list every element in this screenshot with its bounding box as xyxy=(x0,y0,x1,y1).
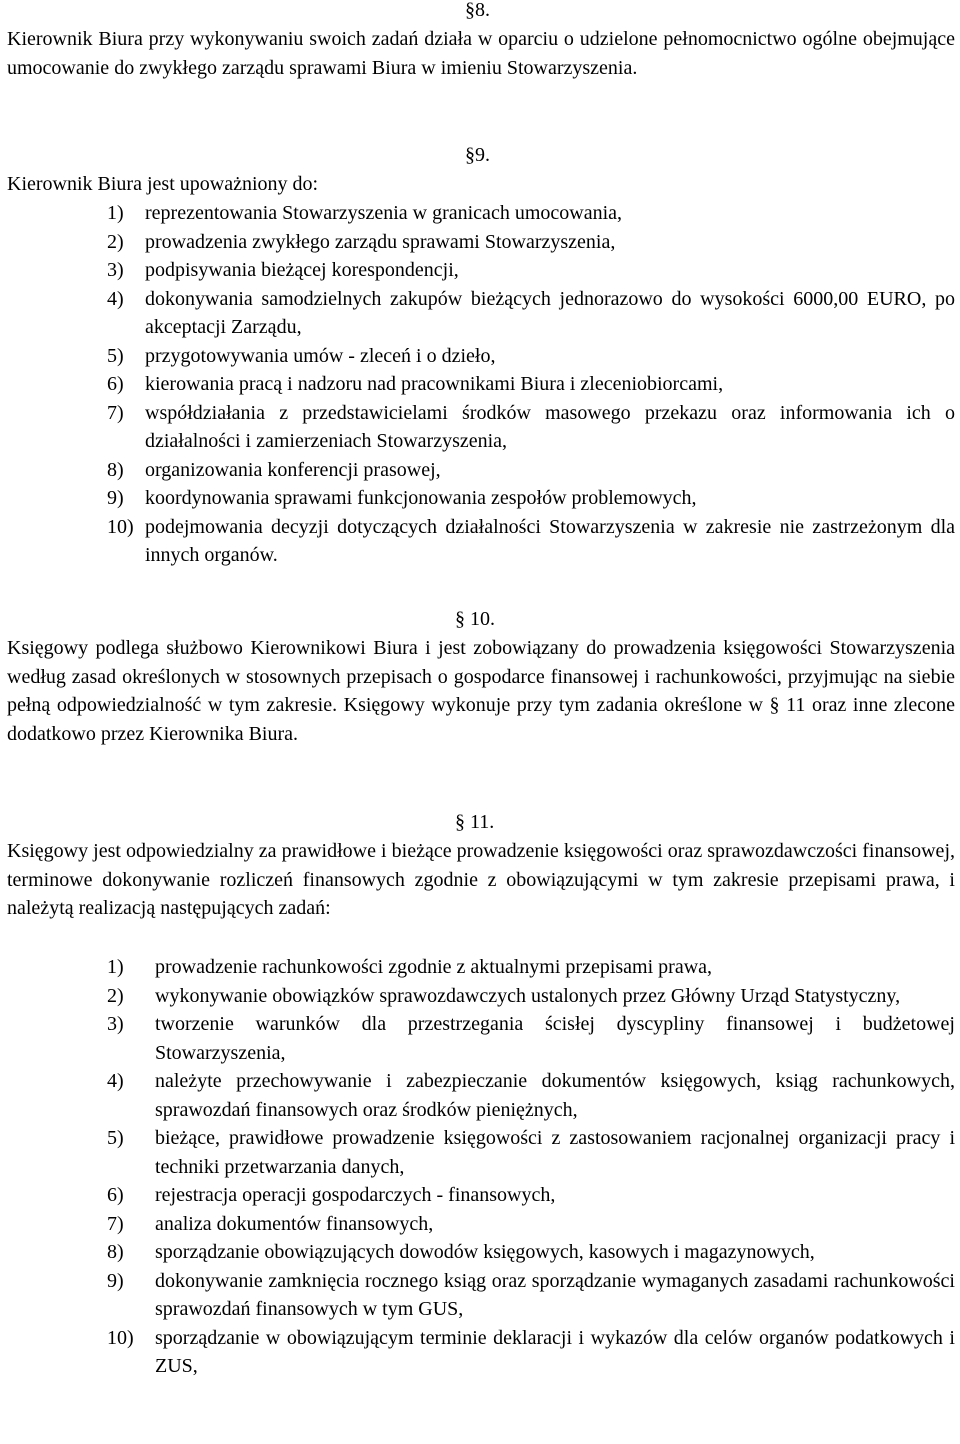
section-8-text: Kierownik Biura przy wykonywaniu swoich zadań działa w oparciu o udzielone pełnomocnictwo ogólne obejmujące umocowanie do zwykłego zarządu sprawami Biura w imieniu Stowarzyszenia. xyxy=(7,28,955,79)
list-item xyxy=(7,285,955,342)
list-item-text: reprezentowania Stowarzyszenia w granicach umocowania, xyxy=(145,202,623,224)
list-item-text: należyte przechowywanie i zabezpieczanie dokumentów księgowych, ksiąg rachunkowych, sprawozdań finansowych oraz środków pieniężnych, xyxy=(155,1070,955,1121)
list-item-text: przygotowywania umów - zleceń i o dzieło, xyxy=(145,344,496,367)
section-9-intro: Kierownik Biura jest upoważniony do: xyxy=(7,173,319,195)
list-item-text: dokonywania samodzielnych zakupów bieżących jednorazowo do wysokości 6000,00 EURO, po akceptacji Zarządu, xyxy=(145,287,955,338)
list-item-number: 10) xyxy=(107,1326,134,1349)
section-9-list xyxy=(7,199,955,570)
list-item-number: 8) xyxy=(107,458,124,481)
list-item-number: 5) xyxy=(107,344,124,367)
list-item-number: 8) xyxy=(107,1241,124,1263)
list-item-text: sporządzanie obowiązujących dowodów księgowych, kasowych i magazynowych, xyxy=(155,1241,815,1263)
list-item-number: 3) xyxy=(107,1013,124,1035)
list-item-text: rejestracja operacji gospodarczych - finansowych, xyxy=(155,1184,556,1206)
list-item xyxy=(7,456,955,485)
list-item xyxy=(107,1210,955,1239)
list-item-number: 4) xyxy=(107,287,124,310)
list-item-number: 10) xyxy=(107,515,134,538)
list-item-text: współdziałania z przedstawicielami środków masowego przekazu oraz informowania ich o działalności i zamierzeniach Stowarzyszenia, xyxy=(145,401,955,452)
list-item-text: podejmowania decyzji dotyczących działalności Stowarzyszenia w zakresie nie zastrzeżonym dla innych organów. xyxy=(145,515,955,566)
section-11-intro: Księgowy jest odpowiedzialny za prawidłowe i bieżące prowadzenie księgowości oraz sprawozdawczości finansowej, terminowe dokonywanie rozliczeń finansowych zgodnie z obowiązującymi w tym zakresie przepisami prawa, i należytą realizacją następujących zadań: xyxy=(7,840,955,919)
list-item xyxy=(107,1124,955,1181)
list-item-number: 7) xyxy=(107,401,124,424)
list-item xyxy=(107,1181,955,1210)
list-item-text: bieżące, prawidłowe prowadzenie księgowości z zastosowaniem racjonalnej organizacji pracy i techniki przetwarzania danych, xyxy=(155,1127,955,1178)
list-item xyxy=(7,484,955,513)
list-item-number: 7) xyxy=(107,1212,124,1235)
list-item-number: 9) xyxy=(107,1269,124,1292)
list-item xyxy=(7,399,955,456)
list-item xyxy=(7,370,955,399)
list-item-number: 4) xyxy=(107,1070,124,1092)
list-item-text: dokonywanie zamknięcia rocznego ksiąg oraz sporządzanie wymaganych zasadami rachunkowości sprawozdań finansowych w tym GUS, xyxy=(155,1269,955,1320)
section-10-text: Księgowy podlega służbowo Kierownikowi Biura i jest zobowiązany do prowadzenia księgowości Stowarzyszenia według zasad określonych w stosownych przepisach o gospodarce finansowej i rachunkowości, przyjmując na siebie pełną odpowiedzialność w tym zakresie. Księgowy wykonuje przy tym zadania określone w § 11 oraz inne zlecone dodatkowo przez Kierownika Biura. xyxy=(7,637,955,745)
list-item-number: 1) xyxy=(107,956,124,978)
list-item-number: 2) xyxy=(107,984,124,1007)
list-item xyxy=(7,256,955,285)
list-item-number: 6) xyxy=(107,373,124,395)
list-item xyxy=(107,1324,955,1381)
list-item xyxy=(7,199,955,228)
list-item-number: 6) xyxy=(107,1184,124,1206)
list-item xyxy=(7,513,955,570)
list-item-text: podpisywania bieżącej korespondencji, xyxy=(145,259,459,281)
list-item-number: 1) xyxy=(107,202,124,224)
section-heading-11: § 11. xyxy=(455,811,495,833)
list-item xyxy=(7,342,955,371)
section-heading-8: §8. xyxy=(465,0,490,21)
section-11-list xyxy=(107,953,955,1381)
list-item-text: prowadzenie rachunkowości zgodnie z aktualnymi przepisami prawa, xyxy=(155,956,713,978)
list-item-number: 5) xyxy=(107,1127,124,1149)
list-item-text: organizowania konferencji prasowej, xyxy=(145,458,441,481)
list-item xyxy=(107,953,955,982)
list-item-number: 9) xyxy=(107,487,124,509)
section-heading-9: §9. xyxy=(465,144,490,166)
section-heading-10: § 10. xyxy=(455,608,495,630)
list-item-text: koordynowania sprawami funkcjonowania zespołów problemowych, xyxy=(145,487,697,509)
list-item-number: 2) xyxy=(107,230,124,253)
list-item-number: 3) xyxy=(107,259,124,281)
list-item-text: prowadzenia zwykłego zarządu sprawami Stowarzyszenia, xyxy=(145,230,616,253)
list-item-text: analiza dokumentów finansowych, xyxy=(155,1212,434,1235)
list-item-text: kierowania pracą i nadzoru nad pracownikami Biura i zleceniobiorcami, xyxy=(145,373,724,395)
list-item xyxy=(107,1067,955,1124)
list-item xyxy=(7,228,955,257)
list-item xyxy=(107,1010,955,1067)
list-item-text: sporządzanie w obowiązującym terminie deklaracji i wykazów dla celów organów podatkowych i ZUS, xyxy=(155,1326,955,1377)
list-item xyxy=(107,1267,955,1324)
list-item xyxy=(107,1238,955,1267)
list-item-text: tworzenie warunków dla przestrzegania ścisłej dyscypliny finansowej i budżetowej Stowarzyszenia, xyxy=(155,1013,955,1064)
list-item-text: wykonywanie obowiązków sprawozdawczych ustalonych przez Główny Urząd Statystyczny, xyxy=(155,984,901,1007)
list-item xyxy=(107,982,955,1011)
